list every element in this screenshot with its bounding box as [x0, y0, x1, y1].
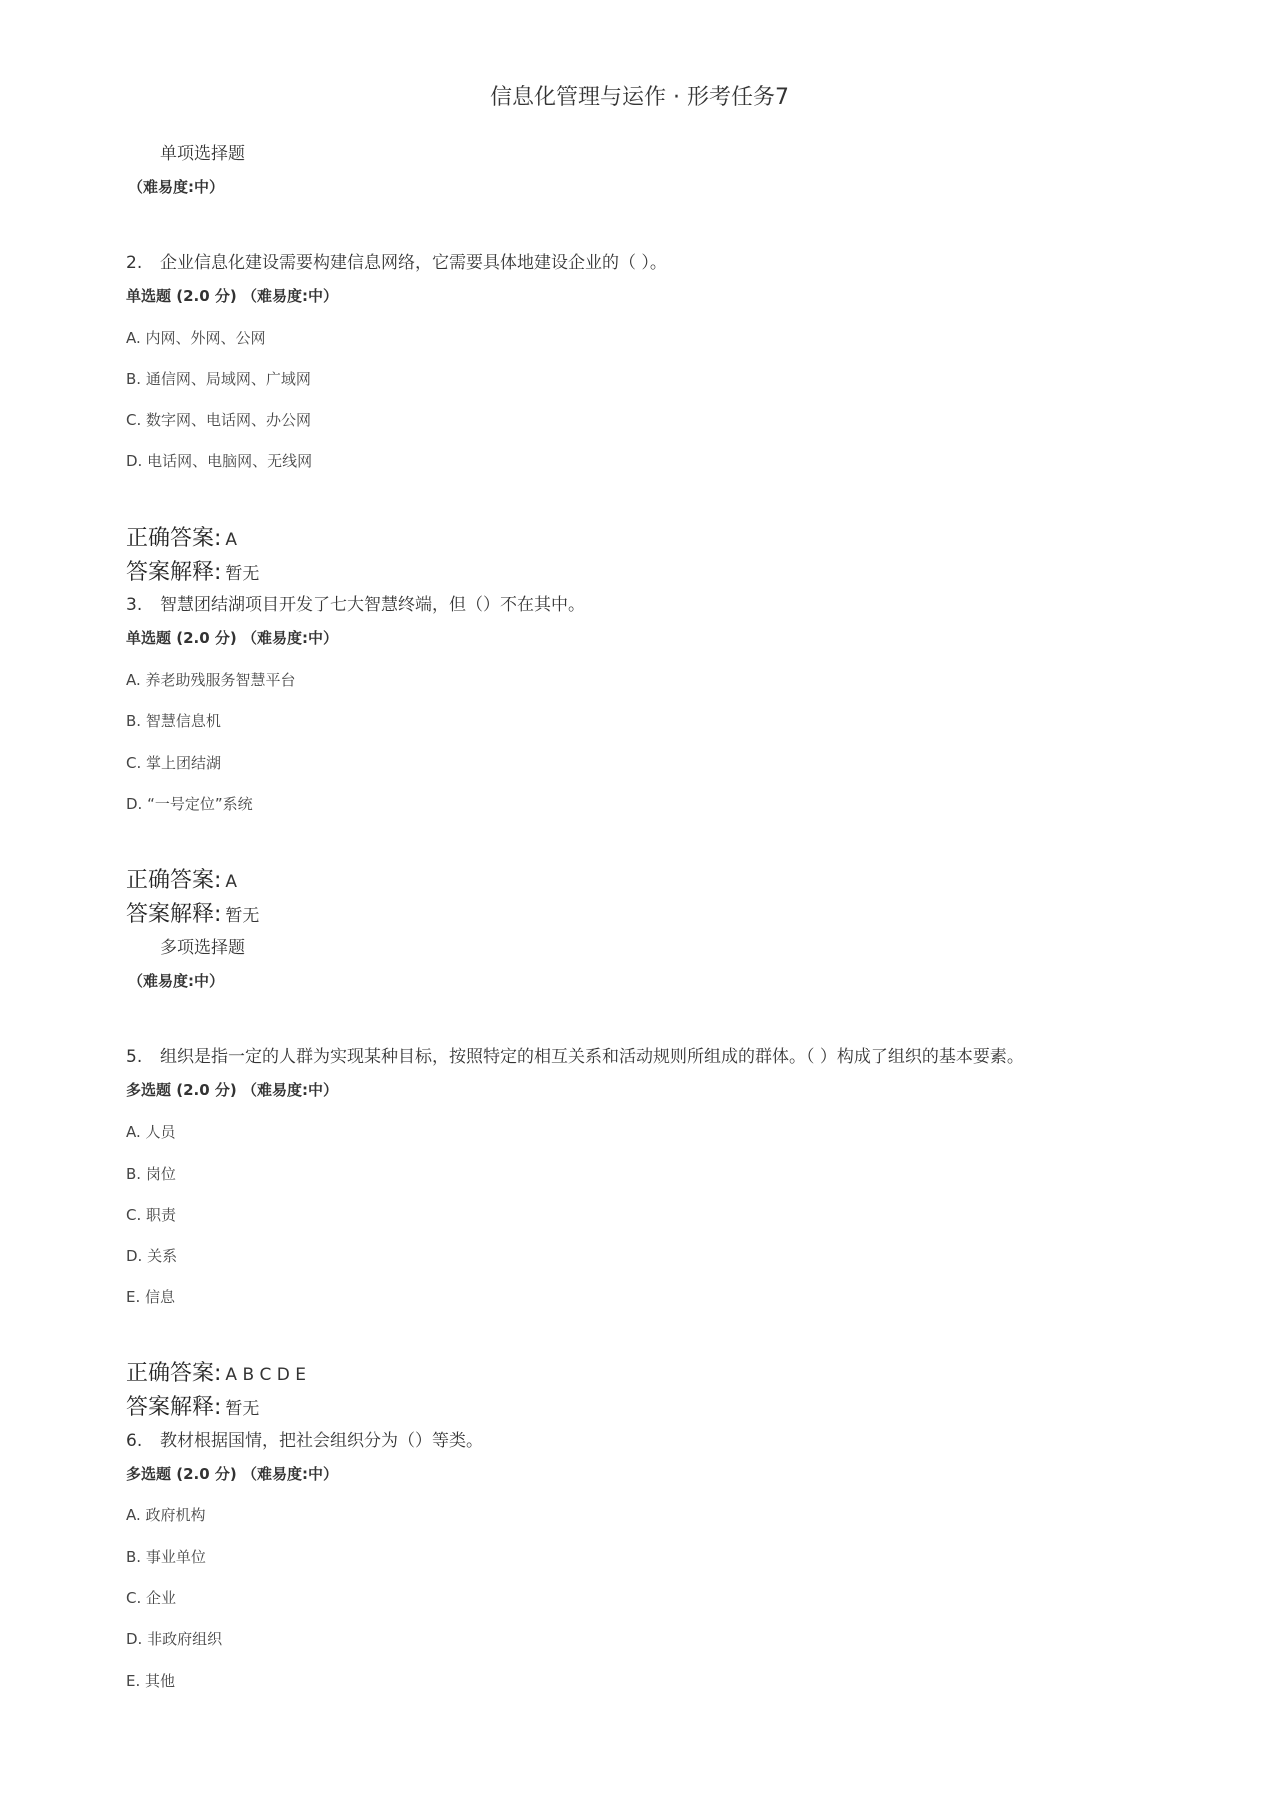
correct-answer [126, 863, 237, 894]
option-d: D. 关系 [126, 1247, 178, 1265]
explanation-value: 暂无 [225, 1399, 260, 1419]
question-number: 5. [126, 1047, 143, 1067]
correct-answer [126, 521, 237, 552]
page-title: 信息化管理与运作 · 形考任务7 [490, 85, 789, 110]
correct-answer-value: A [225, 530, 238, 550]
option-e: E. 信息 [126, 1288, 176, 1306]
section-difficulty-multiple: （难易度:中） [128, 972, 224, 990]
question-text: 组织是指一定的人群为实现某种目标，按照特定的相互关系和活动规则所组成的群体。（ ）构成了组织的基本要素。 [160, 1047, 1024, 1067]
option-c: C. 数字网、电话网、办公网 [126, 411, 312, 429]
question-meta: 多选题 (2.0 分) （难易度:中） [126, 1465, 338, 1483]
section-difficulty-single: （难易度:中） [128, 178, 224, 196]
option-c: C. 职责 [126, 1206, 177, 1224]
explanation-label: 答案解释: [126, 1395, 222, 1420]
question-meta: 单选题 (2.0 分) （难易度:中） [126, 629, 338, 647]
correct-answer [126, 1356, 306, 1387]
explanation-value: 暂无 [225, 564, 260, 584]
option-a: A. 人员 [126, 1123, 176, 1141]
correct-answer-label: 正确答案: [126, 526, 222, 551]
question-number: 3. [126, 595, 143, 615]
answer-explanation [126, 555, 259, 586]
option-a: A. 养老助残服务智慧平台 [126, 671, 296, 689]
question-3 [126, 590, 585, 615]
option-b: B. 智慧信息机 [126, 712, 221, 730]
question-text: 智慧团结湖项目开发了七大智慧终端，但（）不在其中。 [160, 595, 585, 615]
question-text: 教材根据国情，把社会组织分为（）等类。 [160, 1431, 483, 1451]
correct-answer-label: 正确答案: [126, 1361, 222, 1386]
correct-answer-value: A B C D E [225, 1365, 307, 1385]
question-meta: 多选题 (2.0 分) （难易度:中） [126, 1081, 338, 1099]
correct-answer-value: A [225, 872, 238, 892]
option-b: B. 事业单位 [126, 1548, 206, 1566]
explanation-label: 答案解释: [126, 902, 222, 927]
question-5 [126, 1042, 1024, 1067]
option-b: B. 通信网、局域网、广域网 [126, 370, 311, 388]
option-d: D. 电话网、电脑网、无线网 [126, 452, 313, 470]
question-2 [126, 248, 667, 273]
option-e: E. 其他 [126, 1672, 176, 1690]
section-heading-single: 单项选择题 [160, 144, 245, 164]
question-text: 企业信息化建设需要构建信息网络，它需要具体地建设企业的（ ）。 [160, 253, 667, 273]
correct-answer-label: 正确答案: [126, 868, 222, 893]
option-d: D. 非政府组织 [126, 1630, 223, 1648]
question-number: 6. [126, 1431, 143, 1451]
option-c: C. 企业 [126, 1589, 177, 1607]
option-b: B. 岗位 [126, 1165, 176, 1183]
section-heading-multiple: 多项选择题 [160, 938, 245, 958]
question-number: 2. [126, 253, 143, 273]
question-meta: 单选题 (2.0 分) （难易度:中） [126, 287, 338, 305]
answer-explanation [126, 1390, 259, 1421]
answer-explanation [126, 897, 259, 928]
explanation-label: 答案解释: [126, 560, 222, 585]
option-d: D. “一号定位”系统 [126, 795, 253, 813]
question-6 [126, 1426, 483, 1451]
option-a: A. 内网、外网、公网 [126, 329, 266, 347]
explanation-value: 暂无 [225, 906, 260, 926]
option-c: C. 掌上团结湖 [126, 754, 222, 772]
option-a: A. 政府机构 [126, 1506, 206, 1524]
